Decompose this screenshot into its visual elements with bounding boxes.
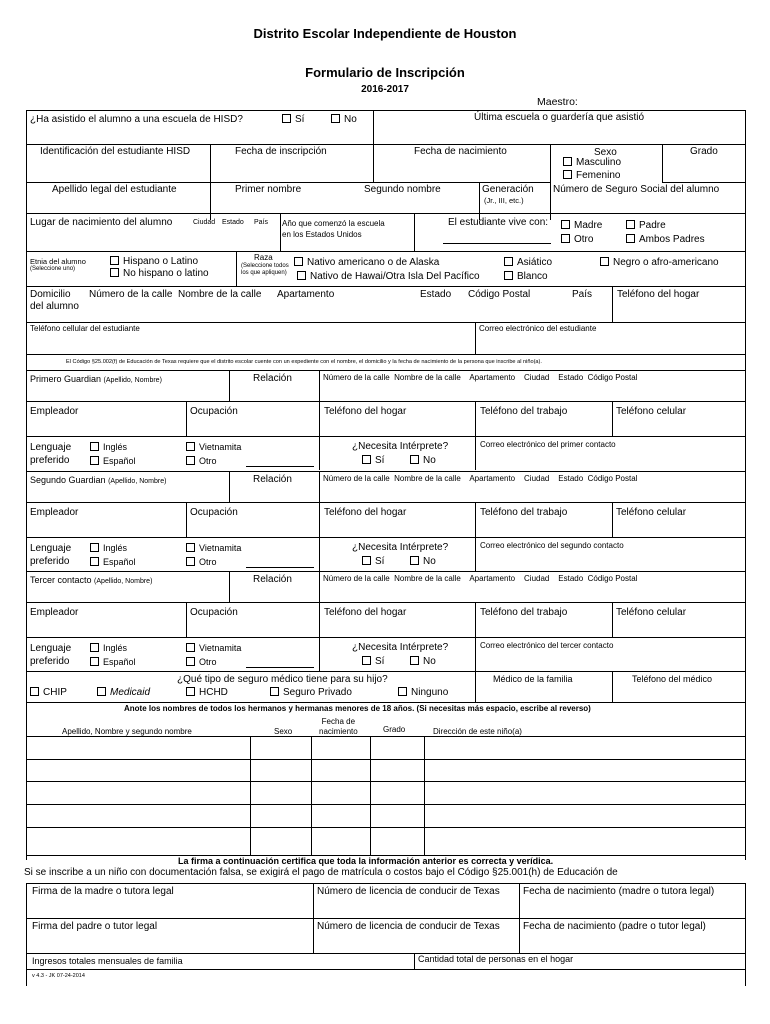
checkbox[interactable] [90,643,99,652]
work-phone-label: Teléfono del trabajo [480,406,568,417]
middle-name-label: Segundo nombre [364,184,441,195]
checkbox[interactable] [504,271,513,280]
checkbox[interactable] [297,271,306,280]
teacher-label: Maestro: [537,96,578,108]
interpreter-no[interactable]: No [410,656,436,667]
lang-vietnamese[interactable]: Vietnamita [186,643,241,653]
contact-name-label: Tercer contacto (Apellido, Nombre) [30,575,153,585]
insurance-none[interactable]: Ninguno [398,687,448,698]
checkbox[interactable] [626,234,635,243]
birth-date-label: Fecha de nacimiento [414,146,507,157]
home-phone-label: Teléfono del hogar [324,406,407,417]
sex-label: Sexo [594,147,617,158]
address-zip: Código Postal [468,289,531,300]
ethnicity-label: Etnia del alumno [30,257,86,266]
occupation-label: Ocupación [190,406,238,417]
birthplace-label: Lugar de nacimiento del alumno [30,217,173,228]
race-pacific[interactable]: Nativo de Hawai/Otra Isla Del Pacífico [297,271,480,282]
ethnicity-hint: (Seleccione uno) [30,266,76,272]
checkbox[interactable] [97,687,106,696]
address-state: Estado [420,289,452,300]
father-license-label: Número de licencia de conducir de Texas [317,921,500,932]
household-label: Cantidad total de personas en el hogar [418,954,574,964]
race-black[interactable]: Negro o afro-americano [600,257,719,268]
lives-other[interactable]: Otro [561,234,593,245]
checkbox[interactable] [186,687,195,696]
checkbox[interactable] [362,455,371,464]
contact-email-label: Correo electrónico del segundo contacto [480,541,624,550]
mother-signature-label: Firma de la madre o tutora legal [32,886,174,897]
district-title: Distrito Escolar Independiente de Houston [253,26,517,41]
contact-relation-label: Relación [253,574,292,585]
work-phone-label: Teléfono del trabajo [480,607,568,618]
contact-name-label: Segundo Guardian (Apellido, Nombre) [30,475,167,485]
generation-label: Generación [482,184,534,195]
checkbox[interactable] [362,556,371,565]
checkbox[interactable] [270,687,279,696]
insurance-question: ¿Qué tipo de seguro médico tiene para su hijo? [177,674,388,685]
attended-no[interactable]: No [331,114,357,125]
mother-dob-label: Fecha de nacimiento (madre o tutora legal) [523,886,715,897]
employer-label: Empleador [30,406,79,417]
checkbox[interactable] [410,455,419,464]
lang-spanish[interactable]: Español [90,456,136,466]
siblings-heading: Anote los nombres de todos los hermanos y hermanas menores de 18 años. (Si necesitas más espacio, escribe al reverso) [124,704,591,713]
lang-vietnamese[interactable]: Vietnamita [186,543,241,553]
contact-name-label: Primero Guardian (Apellido, Nombre) [30,374,162,384]
last-name-label: Apellido legal del estudiante [52,184,177,195]
interpreter-question: ¿Necesita Intérprete? [352,642,449,653]
contact-email-label: Correo electrónico del tercer contacto [480,641,614,650]
insurance-private[interactable]: Seguro Privado [270,687,352,698]
checkbox[interactable] [294,257,303,266]
doctor-phone-label: Teléfono del médico [632,674,713,684]
employer-label: Empleador [30,507,79,518]
checkbox[interactable] [90,442,99,451]
checkbox[interactable] [90,657,99,666]
occupation-label: Ocupación [190,607,238,618]
address-apartment: Apartamento [277,289,335,300]
checkbox[interactable] [282,114,291,123]
checkbox[interactable] [186,442,195,451]
checkbox[interactable] [90,456,99,465]
attended-yes[interactable]: Sí [282,114,304,125]
interpreter-yes[interactable]: Sí [362,455,384,466]
checkbox[interactable] [410,556,419,565]
enroll-date-label: Fecha de inscripción [235,146,327,157]
last-school-label: Última escuela o guardería que asistió [474,112,645,123]
attended-hisd-question: ¿Ha asistido el alumno a una escuela de HISD? [30,114,243,125]
interpreter-no[interactable]: No [410,455,436,466]
lang-vietnamese[interactable]: Vietnamita [186,442,241,452]
certify-text: La firma a continuación certifica que toda la información anterior es correcta y verídica. [178,856,554,866]
race-hint: (Seleccione todos los que apliquen) [241,263,289,276]
contact-address-labels: Número de la calle Nombre de la calle Apartamento Ciudad Estado Código Postal [323,474,638,483]
first-name-label: Primer nombre [235,184,302,195]
grade-label: Grado [690,146,718,157]
ethnicity-not-hispanic[interactable]: No hispano o latino [110,268,209,279]
lang-spanish[interactable]: Español [90,557,136,567]
col-sibling-name: Apellido, Nombre y segundo nombre [62,727,192,736]
lang-other[interactable]: Otro [186,557,217,567]
birthplace-city: Ciudad [193,219,216,226]
student-cell-label: Teléfono cellular del estudiante [30,324,140,333]
form-title: Formulario de Inscripción [305,65,465,80]
lang-other[interactable]: Otro [186,657,217,667]
work-phone-label: Teléfono del trabajo [480,507,568,518]
address-street-name: Nombre de la calle [178,289,262,300]
checkbox[interactable] [186,456,195,465]
generation-hint: (Jr., III, etc.) [484,196,524,205]
student-id-label: Identificación del estudiante HISD [40,146,191,157]
race-label: Raza [254,253,273,262]
lives-father[interactable]: Padre [626,220,666,231]
interpreter-no[interactable]: No [410,556,436,567]
race-native-american[interactable]: Nativo americano o de Alaska [294,257,439,268]
ssn-label: Número de Seguro Social del alumno [553,184,720,195]
legal-note: El Código §25.002(f) de Educación de Texas requiere que el distrito escolar cuente con un expediente con el nombre, el domicilio y la fecha de nacimiento de la persona que inscribe al niño(a). [66,359,542,365]
us-school-year-label: Año que comenzó la escuela en los Estados Unidos [282,219,385,239]
address-street-no: Número de la calle [89,289,173,300]
col-sibling-birth: Fecha de nacimiento [319,717,358,736]
interpreter-yes[interactable]: Sí [362,656,384,667]
lang-spanish[interactable]: Español [90,657,136,667]
cell-phone-label: Teléfono celular [616,607,687,618]
contact-relation-label: Relación [253,474,292,485]
checkbox[interactable] [362,656,371,665]
col-sibling-address: Dirección de este niño(a) [433,727,522,736]
checkbox[interactable] [563,157,572,166]
checkbox[interactable] [600,257,609,266]
contact-email-label: Correo electrónico del primer contacto [480,440,616,449]
income-label: Ingresos totales mensuales de familia [32,956,183,966]
home-phone-label: Teléfono del hogar [324,607,407,618]
insurance-chip[interactable]: CHIP [30,687,67,698]
sex-female[interactable]: Femenino [563,170,620,181]
lang-english[interactable]: Inglés [90,543,127,553]
address-label: Domicilio del alumno [30,289,79,312]
lives-mother[interactable]: Madre [561,220,602,231]
cell-phone-label: Teléfono celular [616,507,687,518]
interpreter-yes[interactable]: Sí [362,556,384,567]
checkbox[interactable] [561,220,570,229]
occupation-label: Ocupación [190,507,238,518]
checkbox[interactable] [626,220,635,229]
checkbox[interactable] [410,656,419,665]
checkbox[interactable] [563,170,572,179]
lives-with-label: El estudiante vive con: [448,217,549,228]
checkbox[interactable] [186,643,195,652]
school-year: 2016-2017 [361,84,409,95]
checkbox[interactable] [90,543,99,552]
lang-other[interactable]: Otro [186,456,217,466]
col-sibling-grade: Grado [383,725,406,734]
family-doctor-label: Médico de la familia [493,674,573,684]
checkbox[interactable] [398,687,407,696]
race-asian[interactable]: Asiático [504,257,552,268]
checkbox[interactable] [504,257,513,266]
birthplace-state: Estado [222,219,244,226]
address-country: País [572,289,593,300]
col-sibling-sex: Sexo [274,727,293,736]
lang-english[interactable]: Inglés [90,442,127,452]
checkbox[interactable] [331,114,340,123]
father-dob-label: Fecha de nacimiento (padre o tutor legal) [523,921,706,932]
mother-license-label: Número de licencia de conducir de Texas [317,886,500,897]
sex-male[interactable]: Masculino [563,157,621,168]
contact-relation-label: Relación [253,373,292,384]
lang-english[interactable]: Inglés [90,643,127,653]
ethnicity-hispanic[interactable]: Hispano o Latino [110,256,198,267]
employer-label: Empleador [30,607,79,618]
checkbox[interactable] [186,657,195,666]
race-white[interactable]: Blanco [504,271,548,282]
lives-both[interactable]: Ambos Padres [626,234,705,245]
home-phone-label: Teléfono del hogar [617,289,700,300]
checkbox[interactable] [186,543,195,552]
insurance-hchd[interactable]: HCHD [186,687,228,698]
checkbox[interactable] [110,256,119,265]
language-label: Lenguaje preferido [30,442,72,466]
checkbox[interactable] [110,268,119,277]
version-text: v 4.3 - JK 07-24-2014 [32,973,85,979]
false-doc-warning: Si se inscribe a un niño con documentación falsa, se exigirá el pago de matrícula o costos bajo el Código §25.001(h) de Educación de [24,867,618,878]
cell-phone-label: Teléfono celular [616,406,687,417]
birthplace-country: País [254,219,269,226]
insurance-medicaid[interactable]: Medicaid [97,687,150,698]
interpreter-question: ¿Necesita Intérprete? [352,441,449,452]
checkbox[interactable] [30,687,39,696]
checkbox[interactable] [186,557,195,566]
interpreter-question: ¿Necesita Intérprete? [352,542,449,553]
language-label: Lenguaje preferido [30,543,72,567]
checkbox[interactable] [90,557,99,566]
student-email-label: Correo electrónico del estudiante [479,324,597,333]
contact-address-labels: Número de la calle Nombre de la calle Apartamento Ciudad Estado Código Postal [323,574,638,583]
home-phone-label: Teléfono del hogar [324,507,407,518]
language-label: Lenguaje preferido [30,643,72,667]
contact-address-labels: Número de la calle Nombre de la calle Apartamento Ciudad Estado Código Postal [323,373,638,382]
father-signature-label: Firma del padre o tutor legal [32,921,158,932]
checkbox[interactable] [561,234,570,243]
